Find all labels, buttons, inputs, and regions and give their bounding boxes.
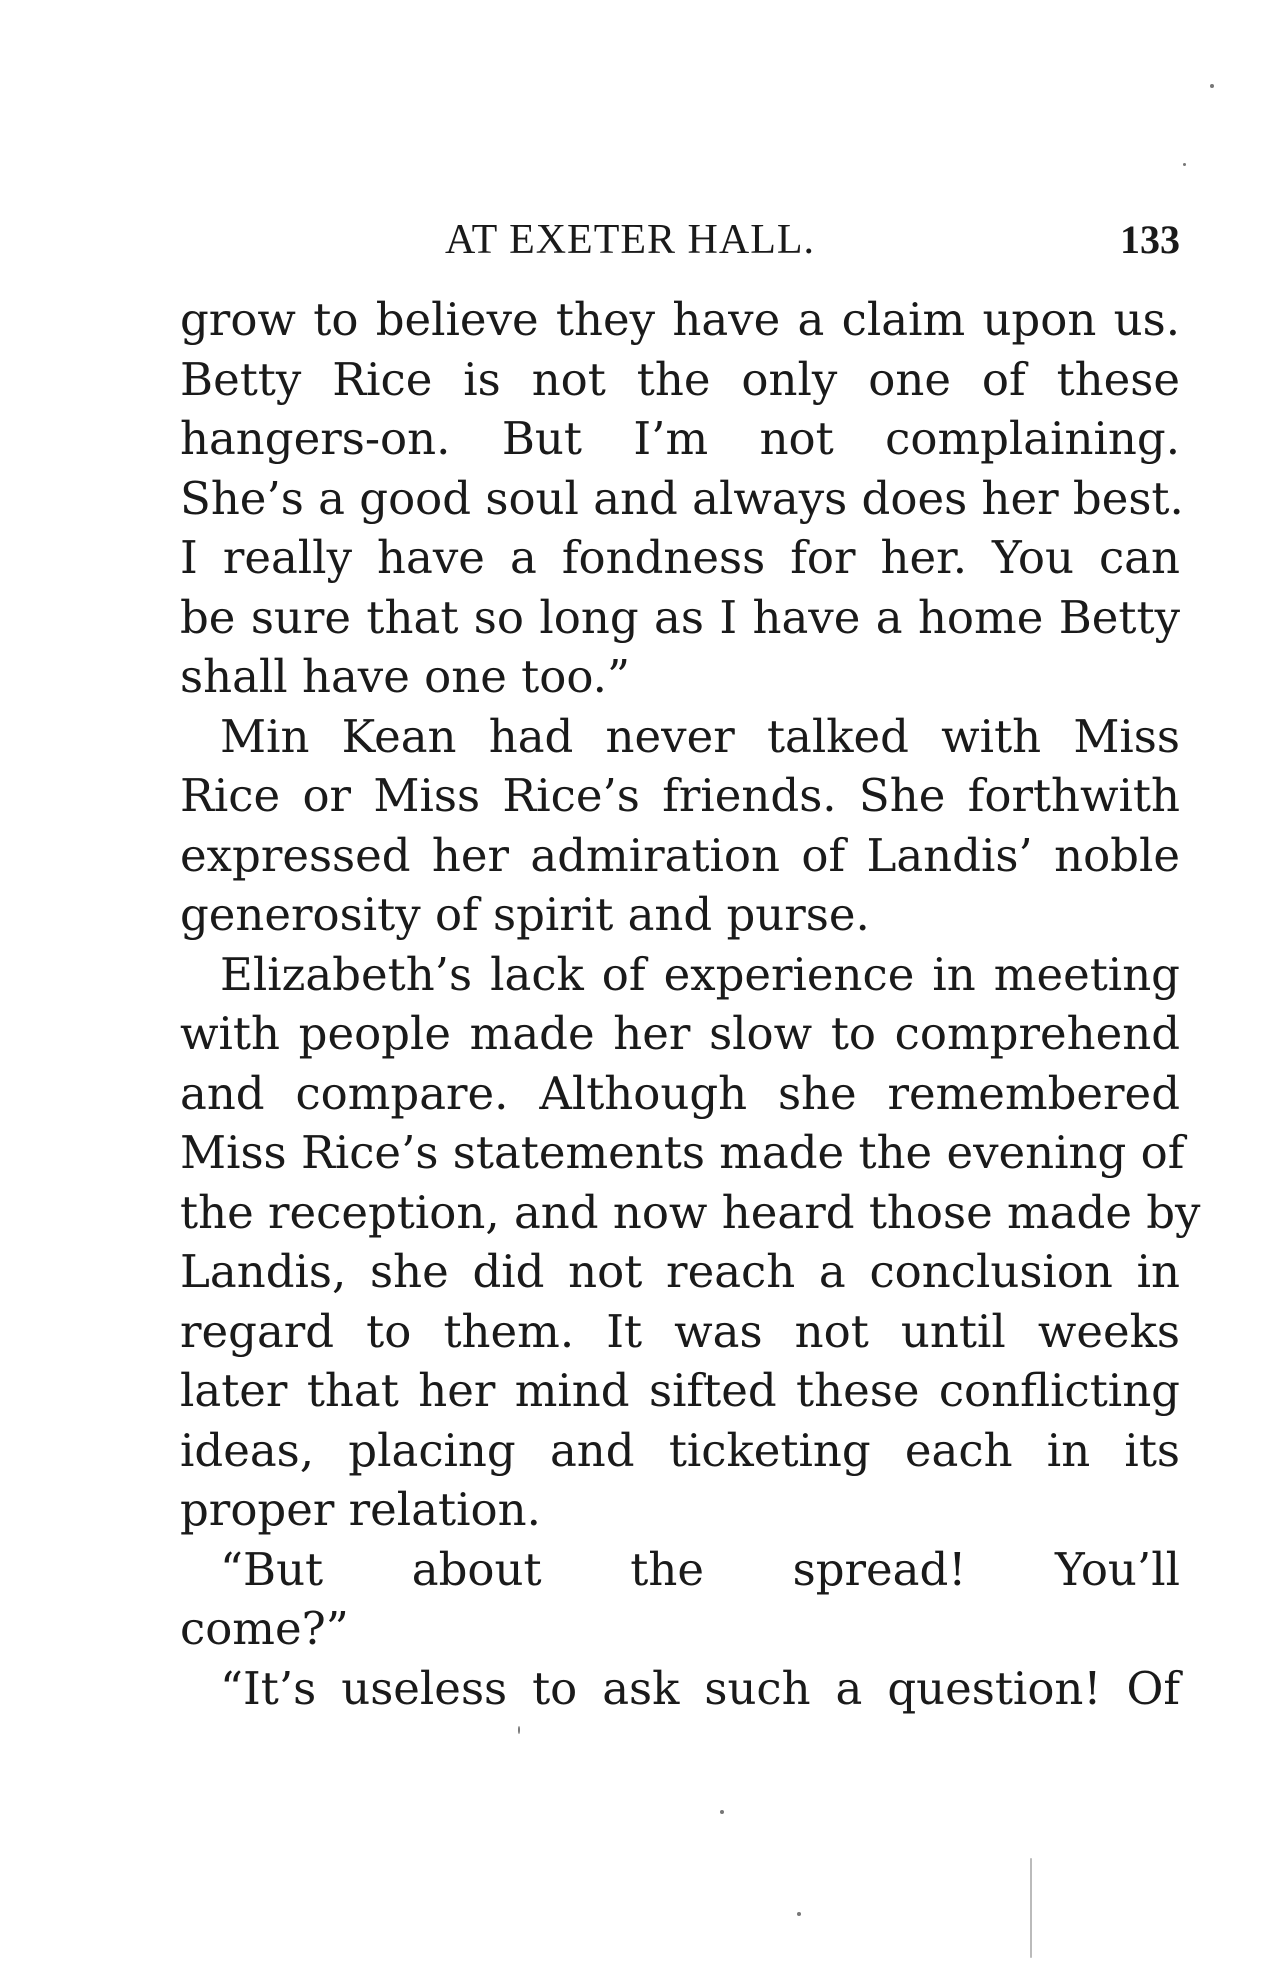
- text-line: generosity of spirit and purse.: [180, 888, 870, 941]
- scan-speck: [797, 1912, 801, 1916]
- text-line: and compare. Although she remembered: [180, 1066, 1180, 1120]
- text-line: “But about the spread! You’ll: [220, 1542, 1180, 1596]
- scan-speck: [1210, 84, 1214, 88]
- scan-speck: [1030, 1858, 1032, 1958]
- text-line: shall have one too.”: [180, 650, 630, 703]
- page-body: [180, 290, 1201, 1718]
- text-line: be sure that so long as I have a home Betty: [180, 590, 1180, 644]
- text-line: Min Kean had never talked with Miss: [220, 709, 1180, 763]
- text-line: ideas, placing and ticketing each in its: [180, 1423, 1180, 1477]
- text-line: expressed her admiration of Landis’ noble: [180, 828, 1180, 882]
- page-number: 133: [1120, 217, 1180, 262]
- scan-speck: [518, 1726, 520, 1734]
- text-line: “It’s useless to ask such a question! Of: [220, 1661, 1180, 1715]
- text-line: come?”: [180, 1602, 349, 1655]
- scan-speck: [720, 1810, 724, 1814]
- text-line: hangers-on. But I’m not complaining.: [180, 412, 1180, 465]
- text-line: grow to believe they have a claim upon us.: [180, 293, 1180, 346]
- text-line: proper relation.: [180, 1483, 541, 1536]
- running-title: AT EXETER HALL.: [445, 217, 816, 263]
- text-line: I really have a fondness for her. You can: [180, 531, 1180, 584]
- text-line: Betty Rice is not the only one of these: [180, 352, 1180, 406]
- text-line: Landis, she did not reach a conclusion in: [180, 1245, 1180, 1298]
- text-line: Elizabeth’s lack of experience in meeting: [220, 947, 1180, 1001]
- text-line: with people made her slow to comprehend: [180, 1007, 1180, 1060]
- text-line: the reception, and now heard those made by: [180, 1185, 1201, 1239]
- text-line: She’s a good soul and always does her best.: [180, 471, 1184, 525]
- running-header: [180, 210, 1180, 270]
- text-line: regard to them. It was not until weeks: [180, 1304, 1180, 1358]
- text-line: later that her mind sifted these conflicting: [180, 1364, 1180, 1417]
- scan-speck: [1183, 163, 1186, 166]
- text-line: Rice or Miss Rice’s friends. She forthwith: [180, 769, 1180, 822]
- text-line: Miss Rice’s statements made the evening of: [180, 1126, 1185, 1179]
